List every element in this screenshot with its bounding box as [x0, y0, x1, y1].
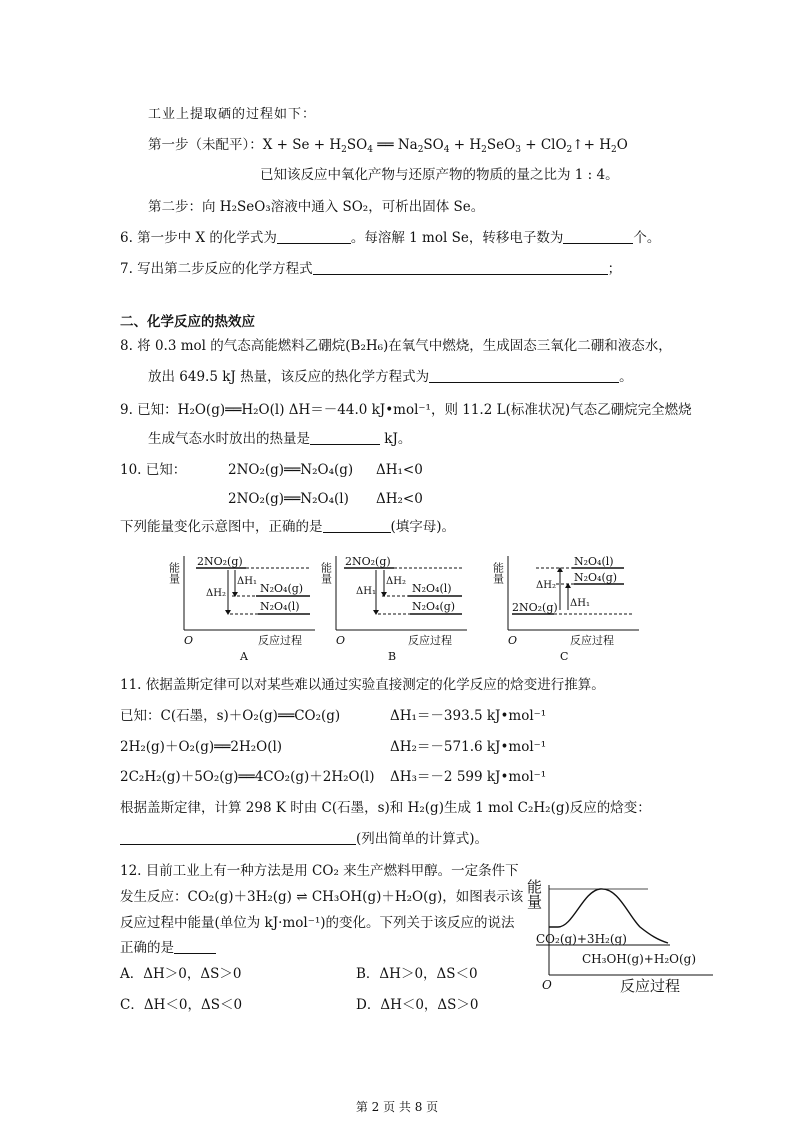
- step1-note: 已知该反应中氧化产物与还原产物的物质的量之比为 1 : 4。: [260, 167, 619, 183]
- q12-graph-products: CH₃OH(g)+H₂O(g): [582, 952, 697, 966]
- diagram-c-mid: N₂O₄(g): [574, 571, 618, 584]
- diagram-c-letter: C: [560, 650, 569, 663]
- question-9-line2: 生成气态水时放出的热量是 kJ。: [148, 431, 412, 447]
- diagram-b-dh-inner: ΔH₂: [386, 576, 406, 587]
- diagram-a-low: N₂O₄(l): [260, 600, 300, 613]
- answer-blank[interactable]: [429, 369, 619, 383]
- question-10-ask: 下列能量变化示意图中，正确的是 (填字母)。: [120, 519, 456, 535]
- q11-eq2: 2H₂(g)＋O₂(g)══2H₂O(l): [120, 739, 283, 755]
- question-7: 7. 写出第二步反应的化学方程式 ；: [120, 261, 622, 277]
- diagram-a-letter: A: [240, 650, 248, 663]
- diagram-c-top: N₂O₄(l): [574, 555, 614, 568]
- diagram-a-dh-inner: ΔH₁: [237, 576, 257, 587]
- diagram-b-origin: O: [336, 634, 346, 647]
- option-d[interactable]: D．ΔH＜0，ΔS＞0: [356, 997, 479, 1013]
- energy-diagram-b: [319, 548, 472, 663]
- question-8-line2: 放出 649.5 kJ 热量，该反应的热化学方程式为 。: [148, 369, 633, 385]
- option-a[interactable]: A．ΔH＞0，ΔS＞0: [120, 966, 242, 982]
- answer-blank[interactable]: [174, 940, 216, 954]
- q12-graph-ylabel: 能量: [525, 879, 543, 909]
- q10-eq2: 2NO₂(g)══N₂O₄(l): [228, 491, 349, 507]
- diagram-b-xlabel: 反应过程: [408, 634, 452, 647]
- step1-equation: 第一步（未配平）：$X + Se + H_2SO_4$ ══ $Na_2SO_4 + H_2SeO_3$ + ClO$_2$↑+ $H_2O$: [148, 137, 628, 155]
- q11-eq3: 2C₂H₂(g)＋5O₂(g)══4CO₂(g)＋2H₂O(l): [120, 769, 375, 785]
- q12-energy-graph: [525, 855, 728, 1000]
- question-10-label: 10. 已知：: [120, 462, 187, 478]
- diagram-a-top: 2NO₂(g): [197, 555, 243, 568]
- q10-eq1: 2NO₂(g)══N₂O₄(g): [228, 462, 354, 478]
- question-11-answer: (列出简单的计算式)。: [120, 830, 488, 848]
- q12-line3: 反应过程中能量(单位为 kJ·mol⁻¹)的变化。下列关于该反应的说法: [120, 915, 515, 931]
- answer-blank[interactable]: [310, 431, 380, 445]
- q12-graph-reactants: CO₂(g)+3H₂(g): [536, 932, 627, 946]
- answer-blank[interactable]: [277, 230, 351, 244]
- q12-line4: 正确的是: [120, 939, 216, 957]
- q11-dh1: ΔH₁＝－393.5 kJ•mol⁻¹: [390, 708, 547, 724]
- energy-diagram-c: [491, 548, 644, 663]
- diagram-a-origin: O: [184, 634, 194, 647]
- diagram-c-dh-inner: ΔH₁: [570, 598, 590, 609]
- diagram-c-low: 2NO₂(g): [512, 601, 558, 614]
- section-heading: 二、化学反应的热效应: [120, 314, 255, 330]
- q10-dh1: ΔH₁<0: [376, 462, 423, 478]
- diagram-b-dh-outer: ΔH₁: [356, 586, 376, 597]
- diagram-b-mid: N₂O₄(l): [412, 582, 452, 595]
- q12-graph-origin: O: [542, 978, 552, 992]
- intro-text: 工业上提取硒的过程如下：: [148, 107, 317, 122]
- diagram-c-xlabel: 反应过程: [570, 634, 614, 647]
- diagram-b-low: N₂O₄(g): [412, 600, 456, 613]
- diagram-c-dh-outer: ΔH₂: [536, 580, 556, 591]
- energy-diagram-a: [167, 548, 320, 663]
- diagram-a-dh-outer: ΔH₂: [206, 588, 226, 599]
- answer-blank[interactable]: [313, 261, 608, 275]
- diagram-a-xlabel: 反应过程: [258, 634, 302, 647]
- diagram-a-ylabel: 能量: [167, 562, 181, 584]
- option-b[interactable]: B．ΔH＞0，ΔS＜0: [356, 966, 478, 982]
- step2-text: 第二步：向 H₂SeO₃溶液中通入 SO₂，可析出固体 Se。: [148, 199, 485, 215]
- diagram-b-ylabel: 能量: [319, 562, 333, 584]
- q12-line1: 12. 目前工业上有一种方法是用 CO₂ 来生产燃料甲醇。一定条件下: [120, 863, 519, 879]
- diagram-c-ylabel: 能量: [491, 562, 505, 584]
- question-11-ask: 根据盖斯定律，计算 298 K 时由 C(石墨，s)和 H₂(g)生成 1 mol C₂H₂(g)反应的焓变：: [120, 800, 651, 816]
- question-9-line1: 9. 已知：H₂O(g)══H₂O(l) ΔH＝－44.0 kJ•mol⁻¹，则 11.2 L(标准状况)气态乙硼烷完全燃烧: [120, 402, 692, 418]
- q10-dh2: ΔH₂<0: [376, 491, 423, 507]
- answer-blank[interactable]: [563, 230, 633, 244]
- diagram-a-mid: N₂O₄(g): [260, 582, 304, 595]
- q11-dh2: ΔH₂＝－571.6 kJ•mol⁻¹: [390, 739, 547, 755]
- diagram-b-top: 2NO₂(g): [345, 555, 391, 568]
- question-6: 6. 第一步中 X 的化学式为 。每溶解 1 mol Se，转移电子数为 个。: [120, 230, 661, 246]
- q11-dh3: ΔH₃＝－2 599 kJ•mol⁻¹: [390, 769, 547, 785]
- question-11-intro: 11. 依据盖斯定律可以对某些难以通过实验直接测定的化学反应的焓变进行推算。: [120, 677, 605, 693]
- diagram-b-letter: B: [388, 650, 397, 663]
- q12-line2: 发生反应：CO₂(g)＋3H₂(g) ⇌ CH₃OH(g)＋H₂O(g)，如图表示该: [120, 889, 524, 905]
- q12-graph-xlabel: 反应过程: [620, 977, 681, 995]
- answer-blank[interactable]: [120, 831, 356, 845]
- q11-eq1: 已知：C(石墨，s)＋O₂(g)══CO₂(g): [120, 708, 341, 724]
- answer-blank[interactable]: [323, 519, 391, 533]
- option-c[interactable]: C．ΔH＜0，ΔS＜0: [120, 997, 243, 1013]
- page-footer: 第 2 页 共 8 页: [355, 1100, 439, 1114]
- question-8-line1: 8. 将 0.3 mol 的气态高能燃料乙硼烷(B₂H₆)在氧气中燃烧，生成固态三氧化二硼和液态水，: [120, 338, 672, 354]
- diagram-c-origin: O: [508, 634, 518, 647]
